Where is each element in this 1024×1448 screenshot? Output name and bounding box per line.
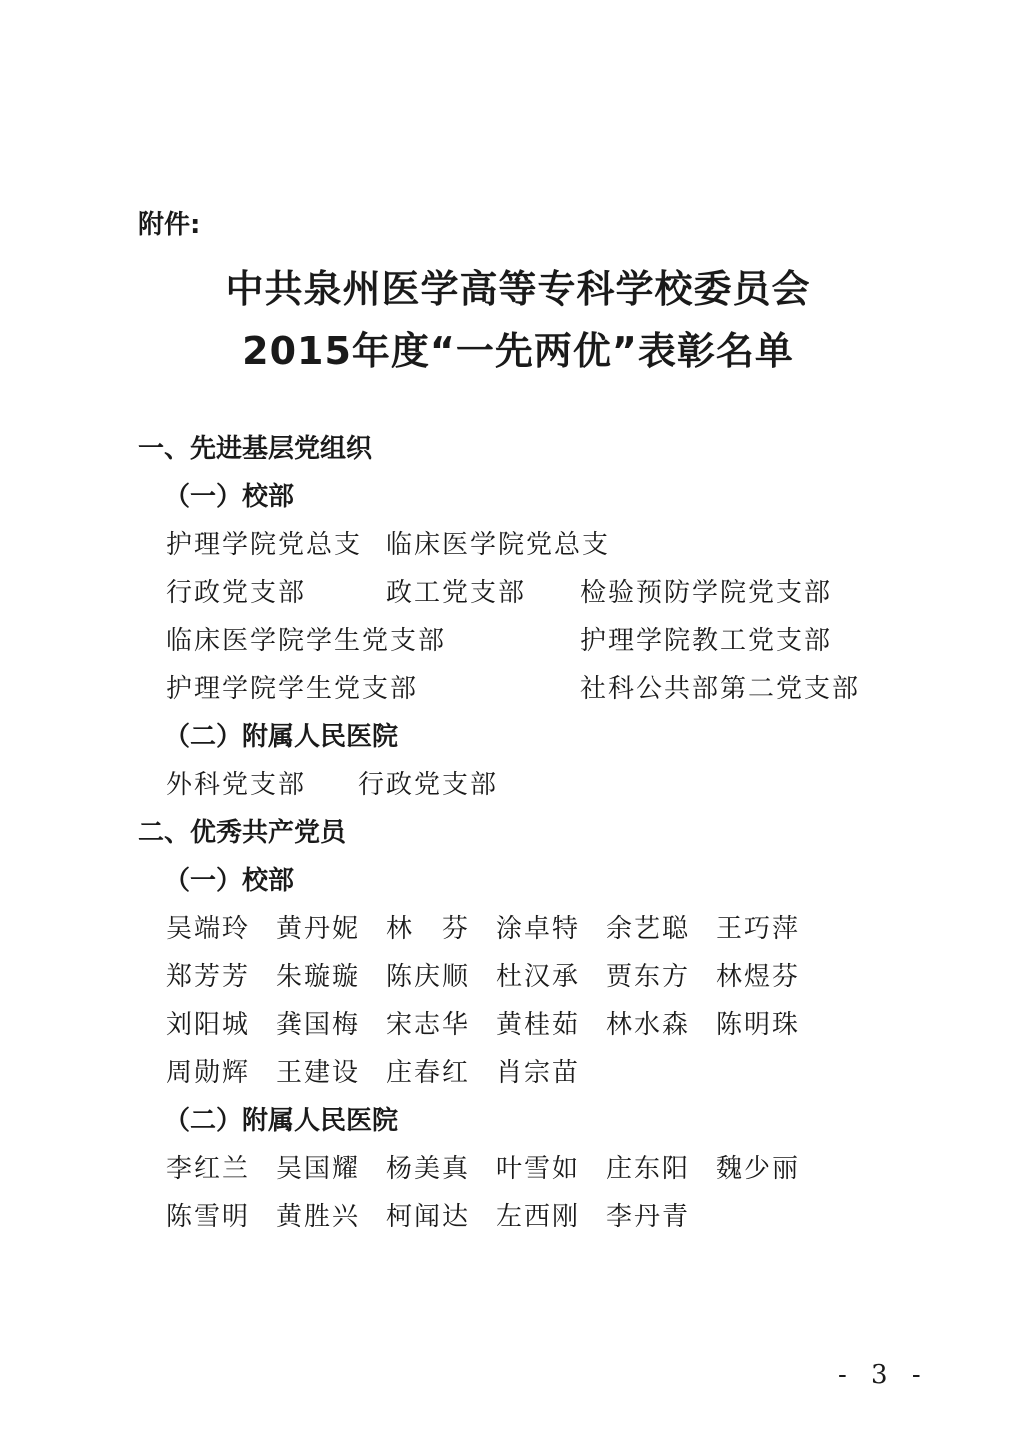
- list-item: 刘阳城: [166, 1010, 251, 1040]
- list-item: 王巧萍: [716, 914, 801, 944]
- list-item: 李红兰: [166, 1154, 251, 1184]
- document-title-line2: 2015年度“一先两优”表彰名单: [242, 329, 794, 373]
- list-item: 魏少丽: [716, 1154, 801, 1184]
- list-item: 吴端玲: [166, 914, 251, 944]
- list-item: 外科党支部: [166, 770, 307, 800]
- name-row: [0, 1052, 1024, 1092]
- list-item: 护理学院教工党支部: [580, 626, 833, 656]
- list-item: 龚国梅: [276, 1010, 361, 1040]
- list-item: 李丹青: [606, 1202, 691, 1232]
- list-item: 检验预防学院党支部: [580, 578, 833, 608]
- list-item: 陈雪明: [166, 1202, 251, 1232]
- section1-sub1-heading: （一）校部: [164, 482, 295, 512]
- list-item: 林 芬: [386, 914, 471, 944]
- name-row: [0, 1004, 1024, 1044]
- section1-sub2-heading: （二）附属人民医院: [164, 722, 399, 752]
- list-item: 庄春红: [386, 1058, 471, 1088]
- list-item: 宋志华: [386, 1010, 471, 1040]
- list-item: 政工党支部: [386, 578, 527, 608]
- list-item: 临床医学院学生党支部: [166, 626, 447, 656]
- list-item: 护理学院学生党支部: [166, 674, 419, 704]
- name-row: [0, 956, 1024, 996]
- list-item: 柯闻达: [386, 1202, 471, 1232]
- section2-heading: 二、优秀共产党员: [138, 818, 347, 848]
- name-row: [0, 1148, 1024, 1188]
- list-item: 贾东方: [606, 962, 691, 992]
- list-item: 吴国耀: [276, 1154, 361, 1184]
- list-item: 郑芳芳: [166, 962, 251, 992]
- list-item: 黄桂茹: [496, 1010, 581, 1040]
- list-item: 陈庆顺: [386, 962, 471, 992]
- document-title-line1: 中共泉州医学高等专科学校委员会: [225, 267, 811, 311]
- list-row: [0, 524, 1024, 564]
- section2-sub2-heading: （二）附属人民医院: [164, 1106, 399, 1136]
- list-item: 林水森: [606, 1010, 691, 1040]
- list-item: 行政党支部: [166, 578, 307, 608]
- attachment-label: 附件:: [138, 210, 201, 240]
- list-item: 王建设: [276, 1058, 361, 1088]
- list-row: [0, 620, 1024, 660]
- list-item: 庄东阳: [606, 1154, 691, 1184]
- list-row: [0, 764, 1024, 804]
- list-item: 周勋辉: [166, 1058, 251, 1088]
- list-item: 叶雪如: [496, 1154, 581, 1184]
- list-item: 涂卓特: [496, 914, 581, 944]
- list-item: 社科公共部第二党支部: [580, 674, 861, 704]
- name-row: [0, 908, 1024, 948]
- list-item: 黄胜兴: [276, 1202, 361, 1232]
- list-item: 肖宗苗: [496, 1058, 581, 1088]
- list-item: 陈明珠: [716, 1010, 801, 1040]
- list-item: 林煜芬: [716, 962, 801, 992]
- list-item: 朱璇璇: [276, 962, 361, 992]
- section1-heading: 一、先进基层党组织: [138, 434, 373, 464]
- name-row: [0, 1196, 1024, 1236]
- list-item: 杜汉承: [496, 962, 581, 992]
- page-number: - 3 -: [838, 1360, 929, 1390]
- list-item: 杨美真: [386, 1154, 471, 1184]
- list-item: 黄丹妮: [276, 914, 361, 944]
- list-row: [0, 668, 1024, 708]
- list-item: 左西刚: [496, 1202, 581, 1232]
- list-item: 余艺聪: [606, 914, 691, 944]
- list-item: 护理学院党总支: [166, 530, 363, 560]
- list-item: 临床医学院党总支: [386, 530, 611, 560]
- list-row: [0, 572, 1024, 612]
- section2-sub1-heading: （一）校部: [164, 866, 295, 896]
- list-item: 行政党支部: [358, 770, 499, 800]
